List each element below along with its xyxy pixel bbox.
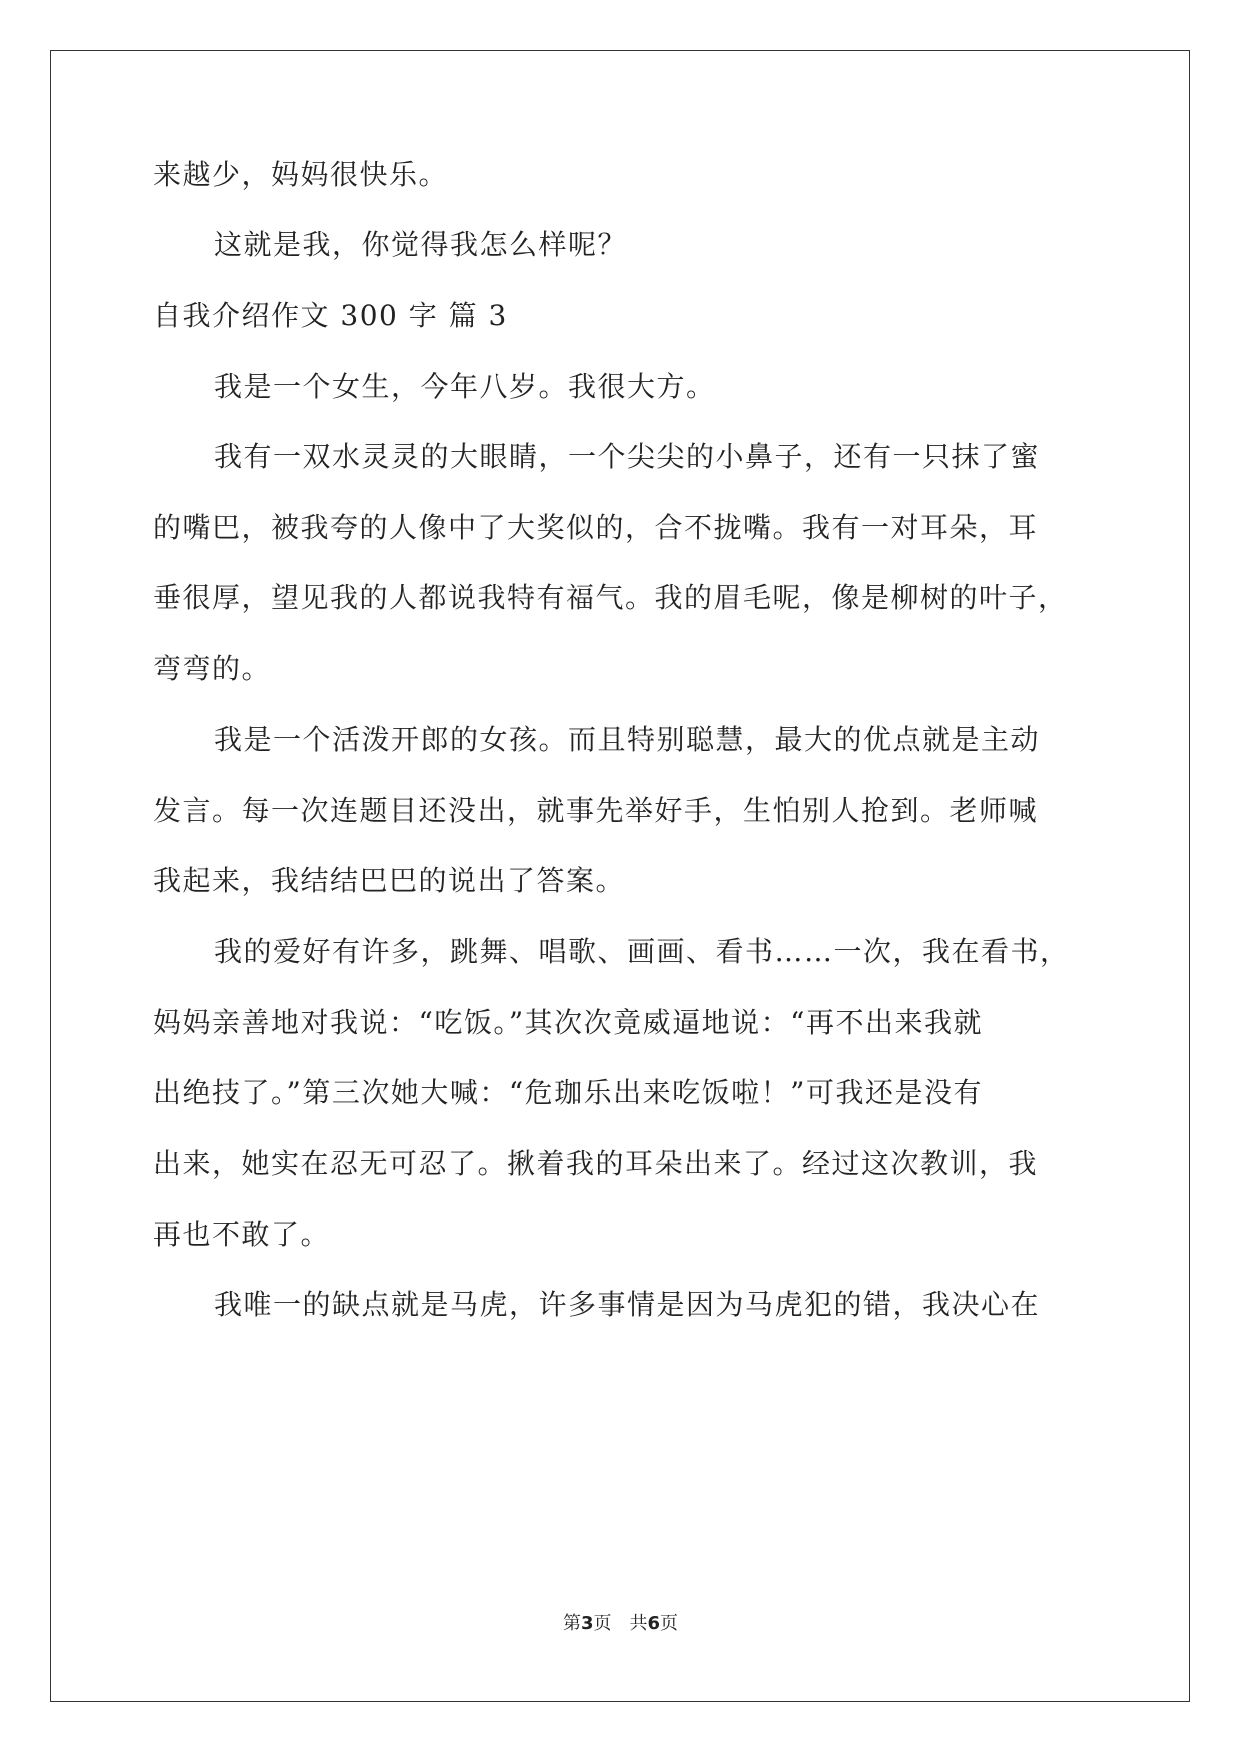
section-heading: 自我介绍作文 300 字 篇 3 bbox=[153, 299, 508, 332]
text-line: 再也不敢了。 bbox=[153, 1218, 331, 1251]
footer-page-current: 3 bbox=[580, 1613, 594, 1634]
text-line: 出绝技了。”第三次她大喊：“危珈乐出来吃饭啦！”可我还是没有 bbox=[153, 1076, 983, 1109]
text-line: 发言。每一次连题目还没出，就事先举好手，生怕别人抢到。老师喊 bbox=[153, 794, 1039, 827]
text-line: 弯弯的。 bbox=[153, 652, 272, 685]
footer-total-prefix: 共 bbox=[629, 1613, 648, 1634]
page-footer bbox=[0, 1612, 1241, 1636]
text-line: 我起来，我结结巴巴的说出了答案。 bbox=[153, 864, 626, 897]
text-line: 垂很厚，望见我的人都说我特有福气。我的眉毛呢，像是柳树的叶子， bbox=[153, 581, 1068, 614]
footer-page-total: 6 bbox=[647, 1613, 661, 1634]
footer-page-mid: 页 bbox=[593, 1613, 612, 1634]
text-line: 这就是我，你觉得我怎么样呢？ bbox=[214, 228, 628, 261]
text-line: 我的爱好有许多，跳舞、唱歌、画画、看书……一次，我在看书， bbox=[214, 935, 1070, 968]
text-line: 我唯一的缺点就是马虎，许多事情是因为马虎犯的错，我决心在 bbox=[214, 1288, 1041, 1321]
text-line: 出来，她实在忍无可忍了。揪着我的耳朵出来了。经过这次教训，我 bbox=[153, 1147, 1039, 1180]
text-line: 妈妈亲善地对我说：“吃饭。”其次次竟威逼地说：“再不出来我就 bbox=[153, 1006, 983, 1039]
text-line: 我是一个活泼开郎的女孩。而且特别聪慧，最大的优点就是主动 bbox=[214, 723, 1041, 756]
text-line: 我有一双水灵灵的大眼睛，一个尖尖的小鼻子，还有一只抹了蜜 bbox=[214, 440, 1041, 473]
text-line: 我是一个女生，今年八岁。我很大方。 bbox=[214, 370, 716, 403]
text-line: 的嘴巴，被我夸的人像中了大奖似的，合不拢嘴。我有一对耳朵，耳 bbox=[153, 511, 1039, 544]
footer-page-prefix: 第 bbox=[562, 1613, 581, 1634]
footer-total-suffix: 页 bbox=[660, 1613, 679, 1634]
text-line: 来越少，妈妈很快乐。 bbox=[153, 158, 449, 191]
